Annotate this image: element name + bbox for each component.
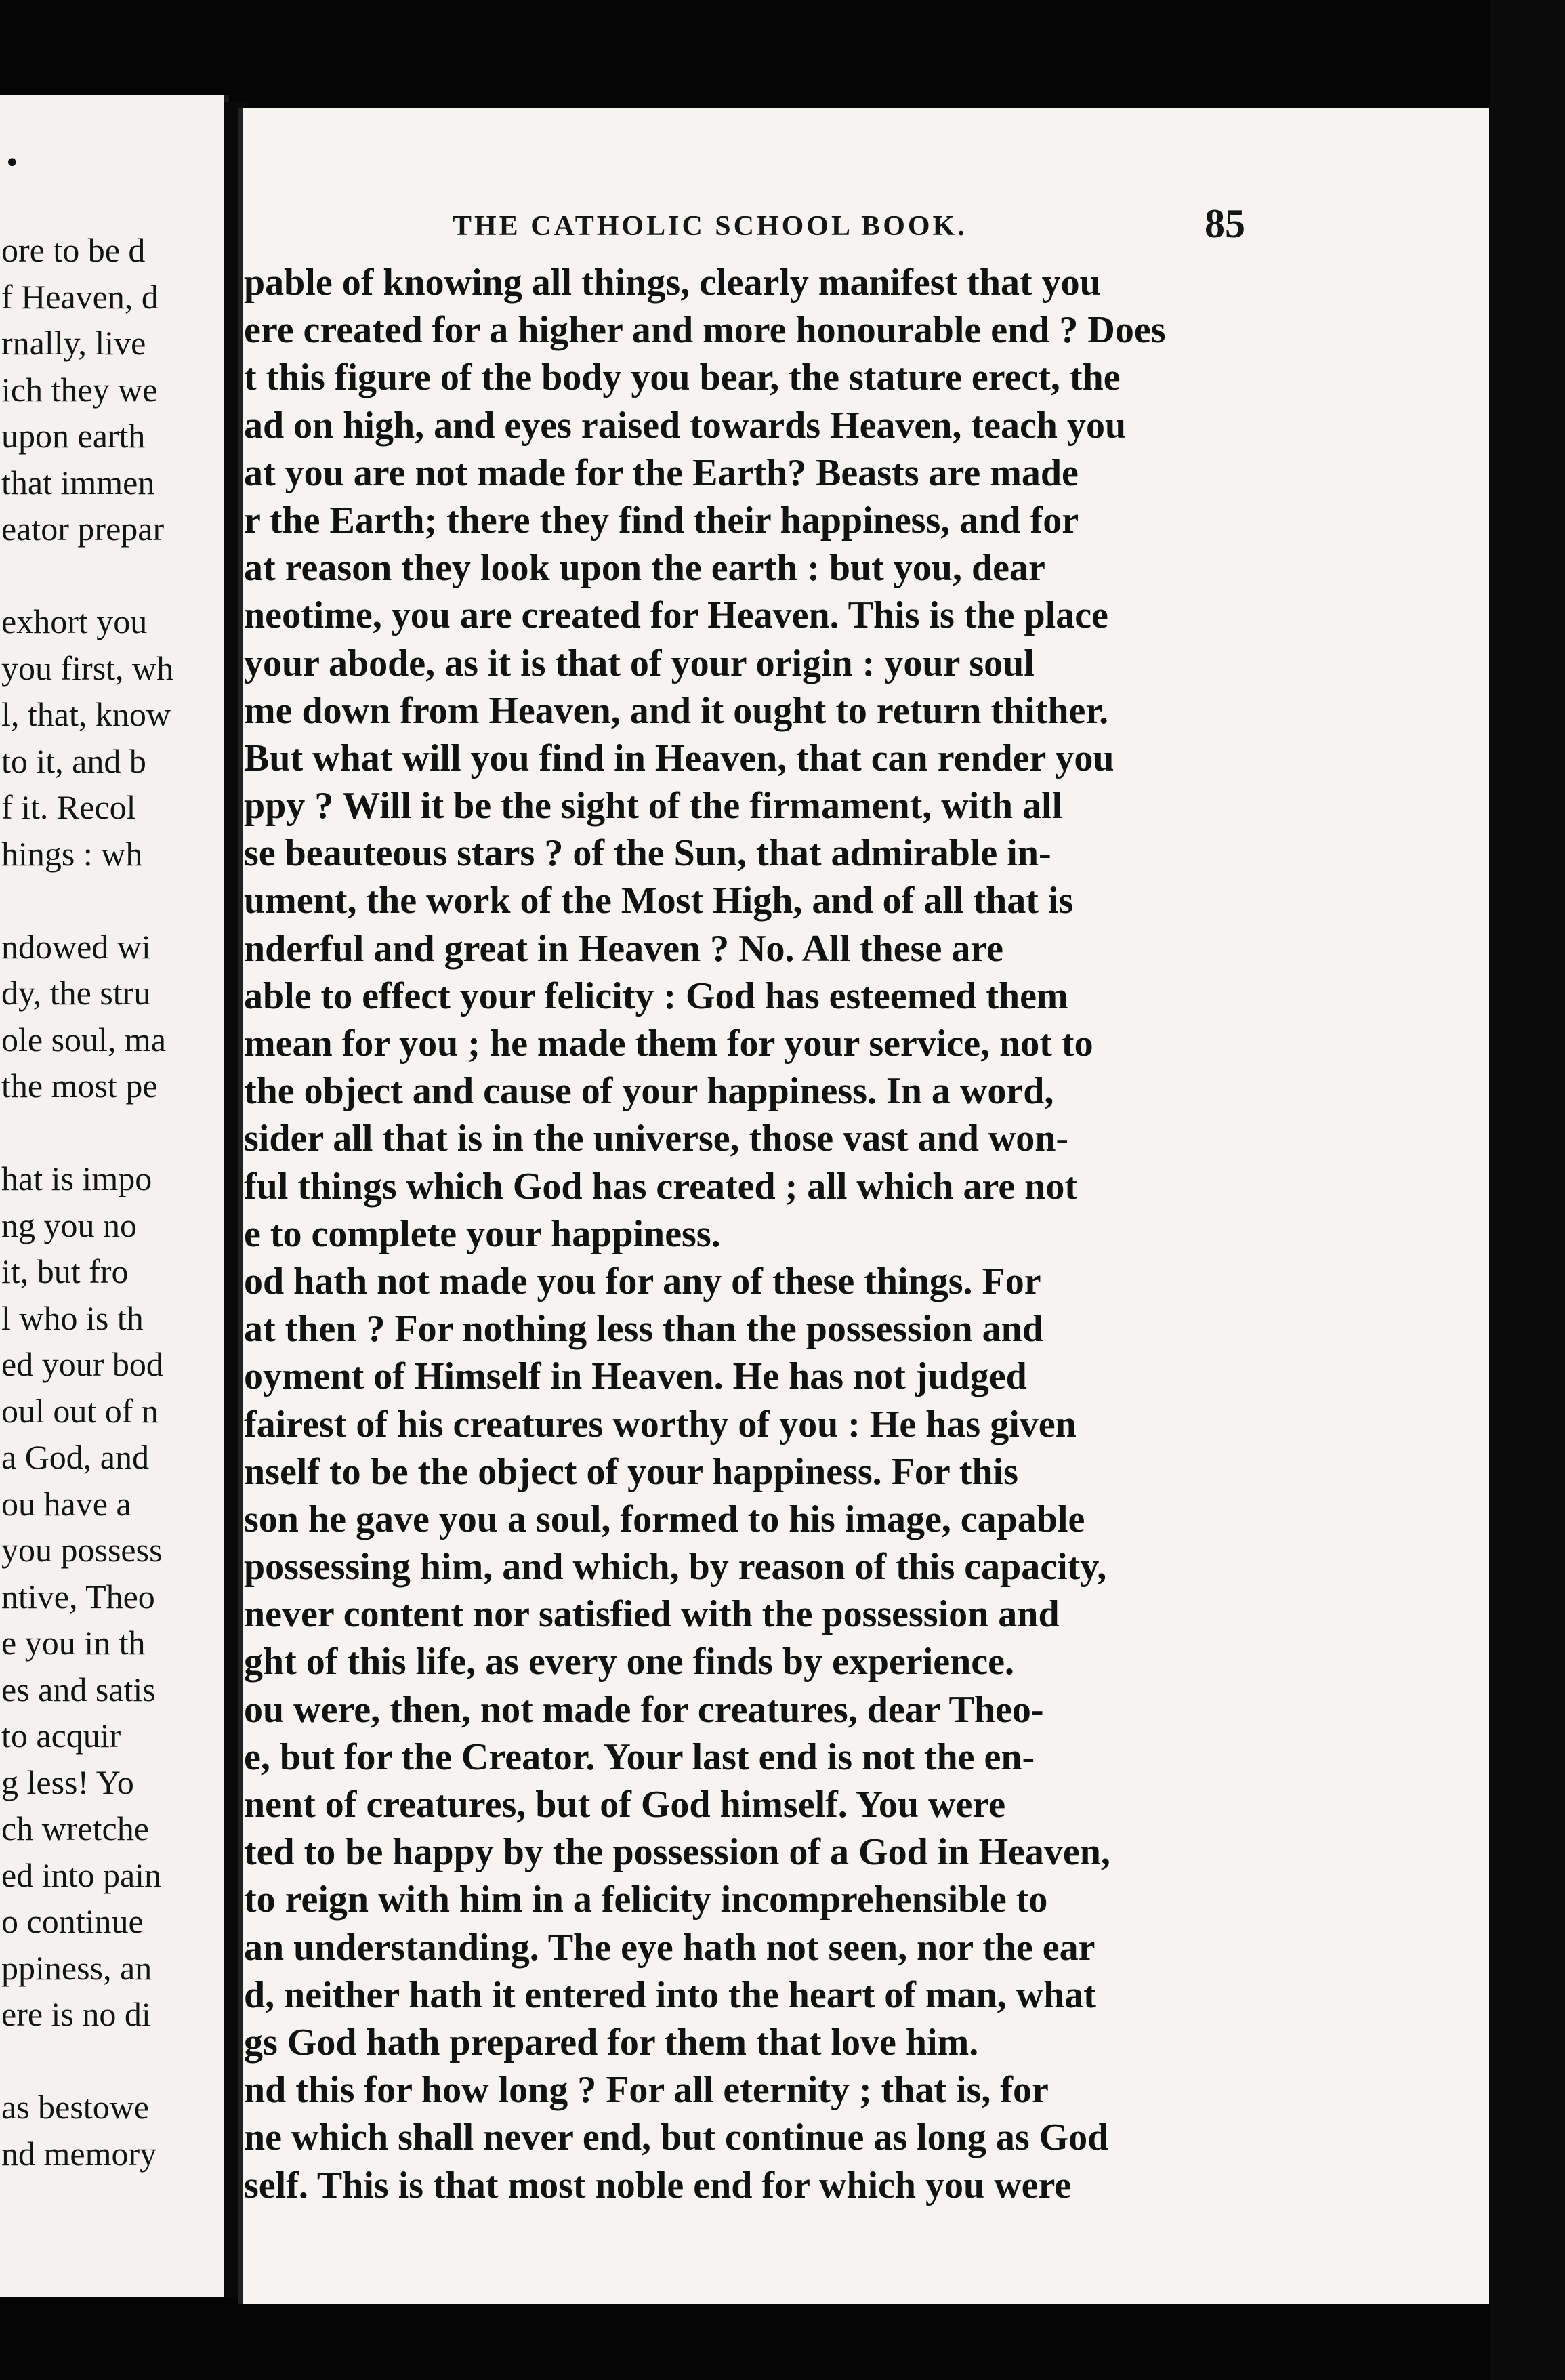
text-line: ndowed wi [1, 927, 151, 966]
text-line: never content nor satisfied with the possession and [244, 1593, 1060, 1636]
text-line: e to complete your happiness. [244, 1212, 721, 1255]
text-line: son he gave you a soul, formed to his image, capable [244, 1498, 1085, 1540]
text-line: ou were, then, not made for creatures, dear Theo- [244, 1688, 1044, 1731]
text-line: an understanding. The eye hath not seen, nor the ear [244, 1926, 1096, 1969]
text-line: hings : wh [1, 834, 143, 873]
text-line: a God, and [1, 1438, 149, 1476]
text-line: you possess [1, 1531, 163, 1569]
text-line: to reign with him in a felicity incomprehensible to [244, 1879, 1048, 1921]
text-line: me down from Heaven, and it ought to return thither. [244, 689, 1109, 732]
text-line: ng you no [1, 1206, 137, 1244]
text-line: able to effect your felicity : God has esteemed them [244, 974, 1068, 1017]
text-line: o continue [1, 1902, 144, 1940]
text-line: od hath not made you for any of these things. For [244, 1260, 1041, 1302]
text-line: gs God hath prepared for them that love him. [244, 2021, 979, 2064]
text-line: ntive, Theo [1, 1577, 155, 1616]
text-line: nd memory [1, 2134, 157, 2173]
text-line [1, 877, 229, 924]
text-line: ad on high, and eyes raised towards Heaven, teach you [244, 404, 1127, 447]
text-line: l who is th [1, 1298, 144, 1337]
text-line [1, 1109, 229, 1156]
text-line: ppiness, an [1, 1948, 152, 1987]
text-line: hat is impo [1, 1160, 152, 1197]
text-line: that immen [1, 463, 155, 501]
text-line: ed your bod [1, 1345, 163, 1383]
text-line: ed into pain [1, 1855, 162, 1894]
left-page-mark: • [4, 148, 20, 179]
text-line: nderful and great in Heaven ? No. All these are [244, 927, 1004, 970]
text-line: self. This is that most noble end for which you were [244, 2164, 1072, 2207]
text-line: the object and cause of your happiness. In a word, [244, 1070, 1054, 1113]
text-line: l, that, know [1, 695, 171, 733]
text-line: e you in th [1, 1624, 146, 1662]
text-line: ere created for a higher and more honourable end ? Does [244, 309, 1166, 352]
text-line: g less! Yo [1, 1763, 134, 1801]
text-line: neotime, you are created for Heaven. This is the place [244, 594, 1108, 637]
left-page [0, 95, 229, 2297]
text-line: rnally, live [1, 324, 146, 362]
page-header [243, 195, 1489, 256]
text-line: ght of this life, as every one finds by experience. [244, 1641, 1014, 1683]
text-line: exhort you [1, 602, 148, 640]
text-line: se beauteous stars ? of the Sun, that admirable in- [244, 832, 1051, 875]
text-line: at then ? For nothing less than the possession and [244, 1308, 1043, 1351]
text-line: upon earth [1, 417, 146, 455]
text-line: ch wretche [1, 1809, 149, 1847]
text-line: at reason they look upon the earth : but you, dear [244, 547, 1045, 590]
text-line: ne which shall never end, but continue as long as God [244, 2116, 1109, 2159]
text-line: mean for you ; he made them for your service, not to [244, 1023, 1093, 1065]
text-line: pable of knowing all things, clearly manifest that you [244, 262, 1101, 304]
text-line: ole soul, ma [1, 1020, 167, 1059]
text-line: fairest of his creatures worthy of you : He has given [244, 1403, 1077, 1445]
text-line: t this figure of the body you bear, the stature erect, the [244, 356, 1121, 399]
text-line: dy, the stru [1, 974, 151, 1012]
text-line: ou have a [1, 1484, 131, 1523]
text-line: at you are not made for the Earth? Beasts are made [244, 451, 1079, 494]
text-line: to it, and b [1, 741, 146, 780]
text-line: eator prepar [1, 510, 165, 548]
text-line: sider all that is in the universe, those vast and won- [244, 1117, 1069, 1160]
text-line: ppy ? Will it be the sight of the firmament, with all [244, 785, 1063, 827]
running-head: THE CATHOLIC SCHOOL BOOK. [453, 211, 967, 242]
text-line: r the Earth; there they find their happiness, and for [244, 499, 1079, 541]
text-line: d, neither hath it entered into the heart of man, what [244, 1973, 1096, 2016]
text-line: e, but for the Creator. Your last end is not the en- [244, 1736, 1035, 1778]
text-line: oyment of Himself in Heaven. He has not judged [244, 1355, 1027, 1398]
text-line: possessing him, and which, by reason of this capacity, [244, 1546, 1107, 1588]
text-line: ted to be happy by the possession of a God in Heaven, [244, 1831, 1110, 1874]
text-line: it, but fro [1, 1252, 129, 1290]
text-line: ore to be d [1, 231, 146, 269]
left-page-text [0, 227, 229, 2177]
text-line: the most pe [1, 1067, 158, 1105]
text-line: nd this for how long ? For all eternity ; that is, for [244, 2069, 1049, 2112]
main-page [238, 108, 1489, 2304]
text-line: nent of creatures, but of God himself. You were [244, 1784, 1006, 1826]
text-line: ere is no di [1, 1995, 151, 2033]
text-line: your abode, as it is that of your origin : your soul [244, 642, 1035, 684]
scan-border-right [1490, 0, 1565, 2380]
page-number: 85 [1205, 201, 1245, 246]
text-line: oul out of n [1, 1391, 159, 1430]
text-line: to acquir [1, 1717, 121, 1755]
text-line: ument, the work of the Most High, and of all that is [244, 880, 1074, 922]
text-line: f it. Recol [1, 788, 136, 826]
main-page-text [243, 259, 1476, 2209]
text-line: ich they we [1, 370, 158, 409]
text-line: ful things which God has created ; all which are not [244, 1165, 1078, 1208]
text-line: nself to be the object of your happiness. For this [244, 1450, 1018, 1493]
text-line [1, 2038, 229, 2085]
text-line: But what will you find in Heaven, that can render you [244, 737, 1114, 779]
text-line: as bestowe [1, 2088, 149, 2126]
text-line [1, 552, 229, 599]
text-line: f Heaven, d [1, 277, 159, 316]
text-line: es and satis [1, 1670, 156, 1708]
text-line: you first, wh [1, 649, 174, 687]
